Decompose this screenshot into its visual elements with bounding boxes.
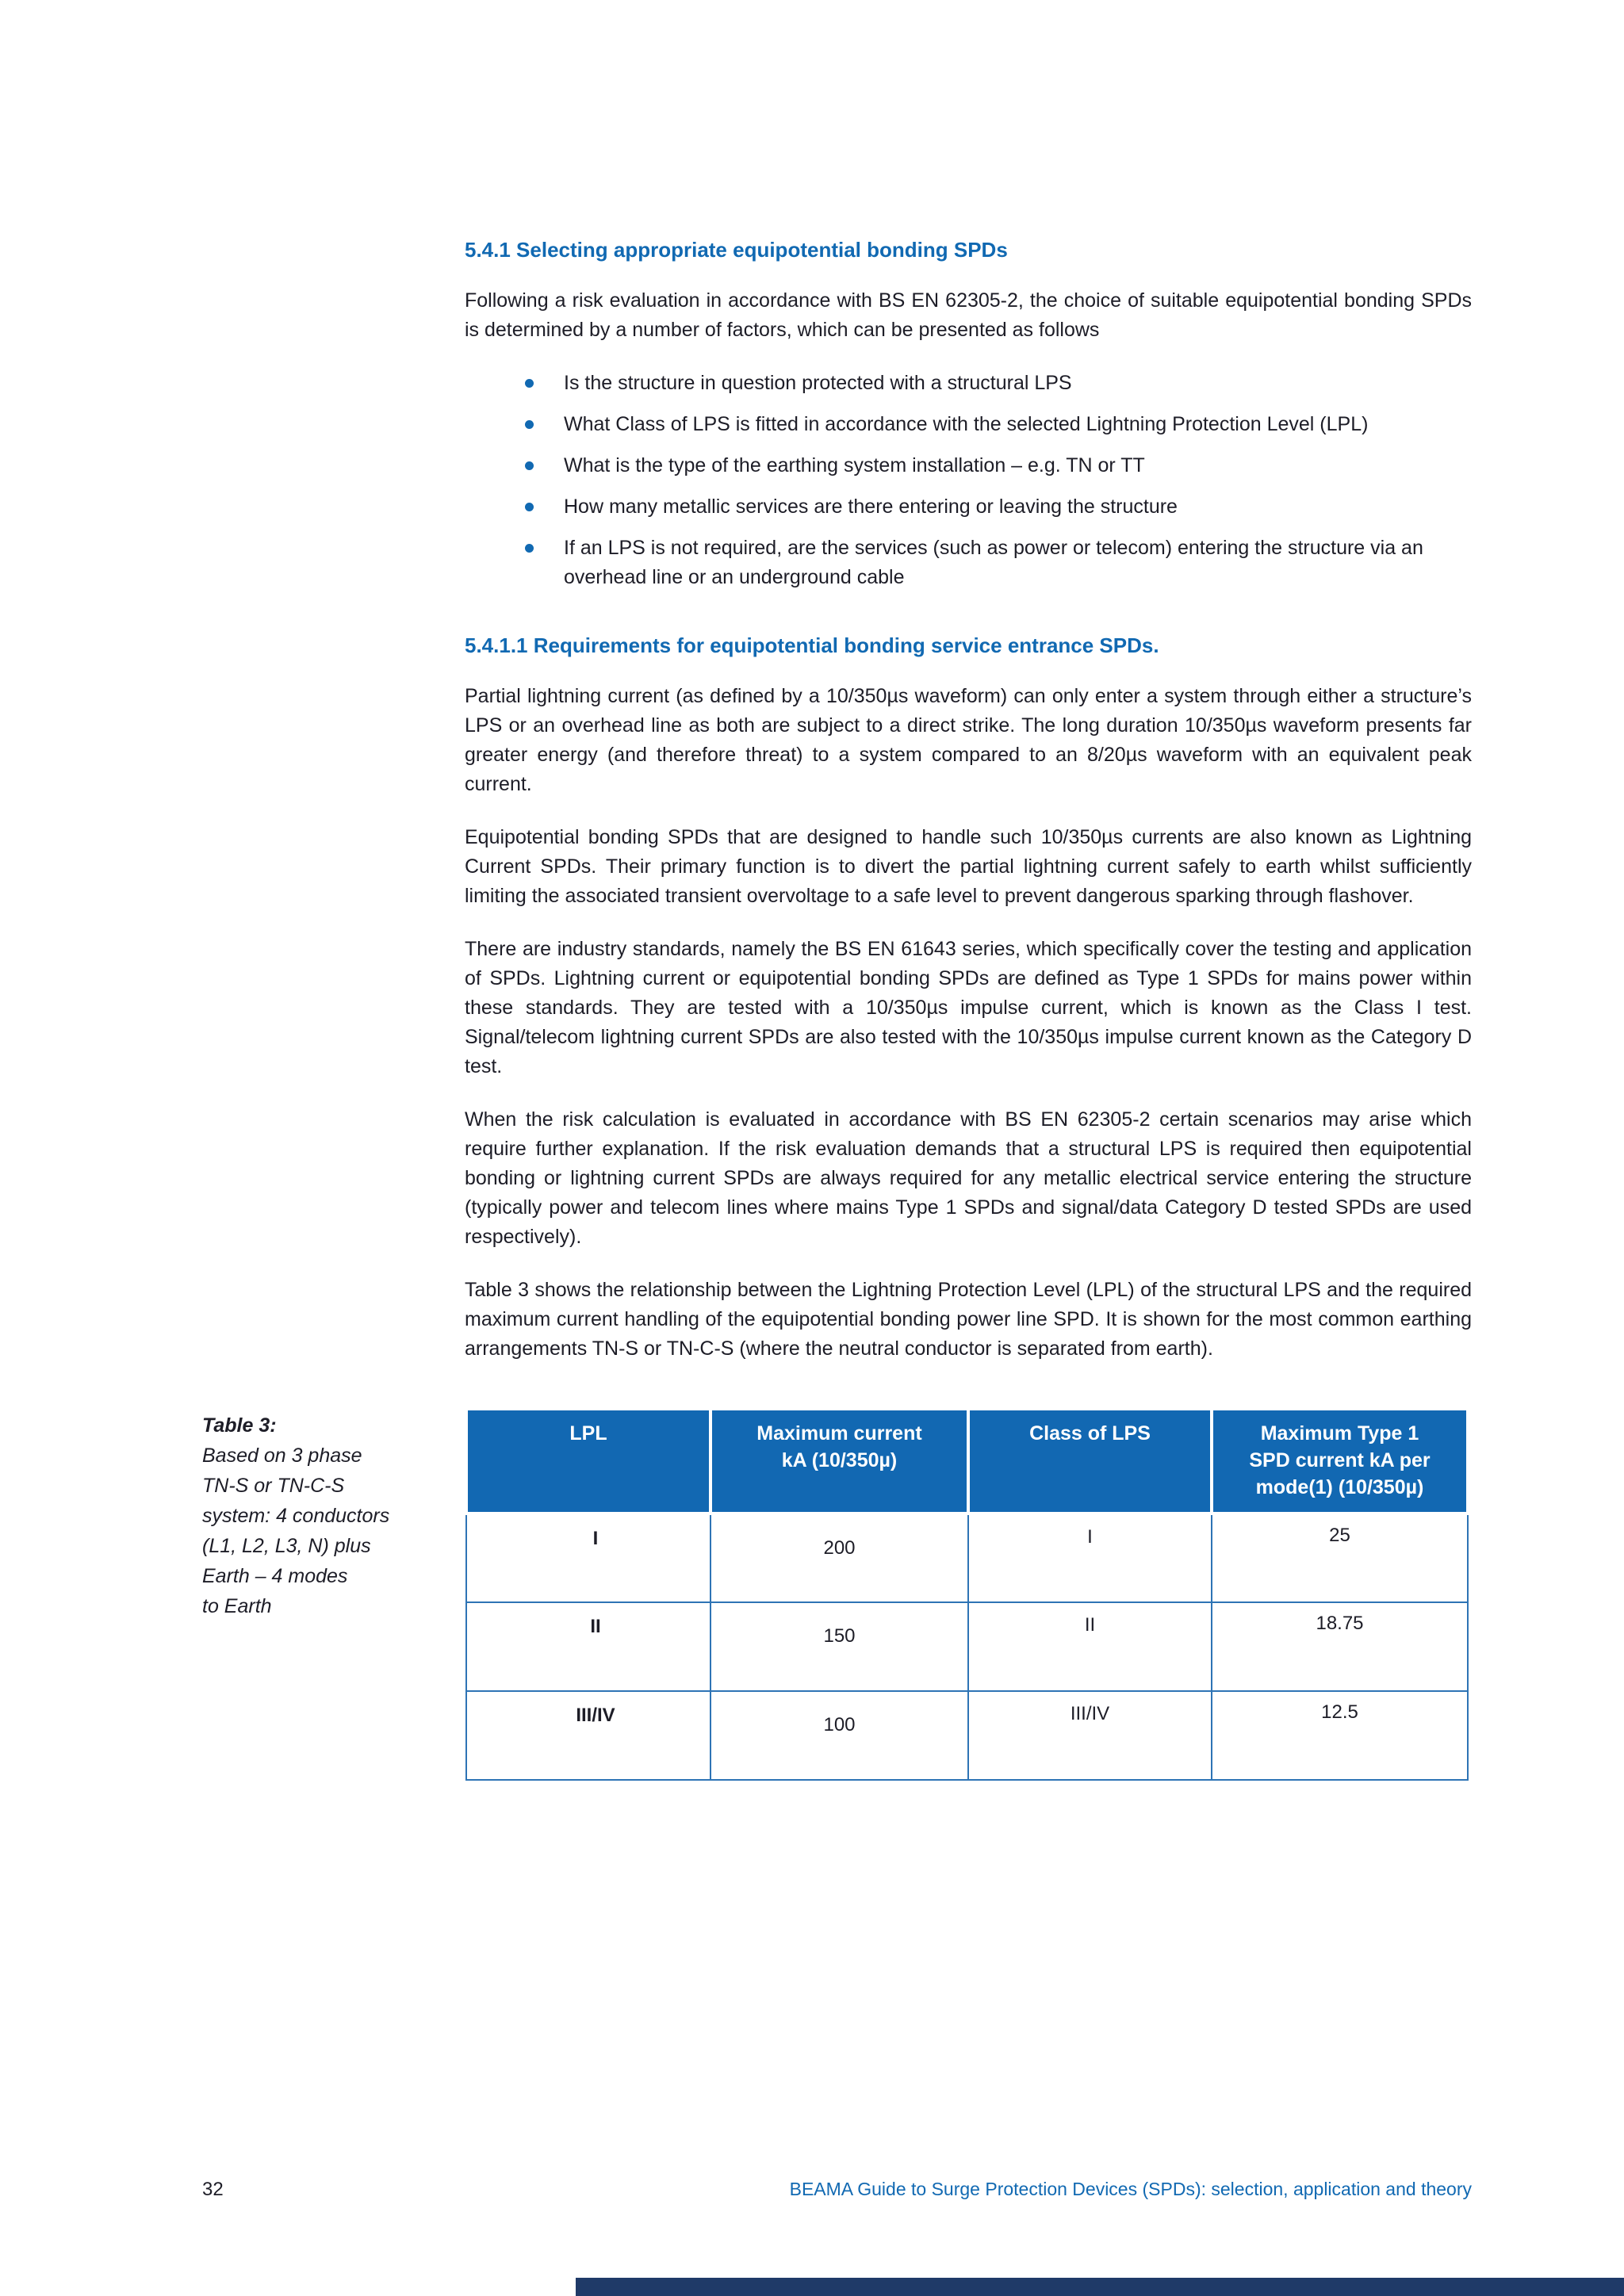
- table-caption-title: Table 3:: [202, 1414, 277, 1437]
- bullet-text: How many metallic services are there entering or leaving the structure: [564, 496, 1178, 518]
- table-caption-line: Earth – 4 modes: [202, 1565, 348, 1587]
- bullet-text: What Class of LPS is fitted in accordance with the selected Lightning Protection Level (LPL): [564, 413, 1369, 435]
- paragraph: When the risk calculation is evaluated in accordance with BS EN 62305-2 certain scenarios may arise which require further explanation. If the risk evaluation demands that a structural LPS is required then equipotential bonding or lightning current SPDs are always required for any metallic electrical service entering the structure (typically power and telecom lines where mains Type 1 SPDs and signal/data Category D tested SPDs are used respectively).: [465, 1108, 1472, 1248]
- bullet-text: What is the type of the earthing system installation – e.g. TN or TT: [564, 454, 1145, 476]
- table-caption: [202, 1407, 465, 1621]
- bullet-item: [465, 534, 1472, 592]
- table-row: [466, 1602, 1468, 1691]
- bullet-icon: [525, 503, 534, 511]
- bullet-list: [465, 369, 1472, 592]
- bullet-item: [465, 492, 1472, 522]
- paragraph: Table 3 shows the relationship between the Lightning Protection Level (LPL) of the structural LPS and the required maximum current handling of the equipotential bonding power line SPD. It is shown for the most common earthing arrangements TN-S or TN-C-S (where the neutral conductor is separated from earth).: [465, 1279, 1472, 1360]
- body-paragraphs: [202, 682, 1472, 1364]
- table-cell-max-current: 150: [710, 1602, 968, 1691]
- table-cell-spd-current: 18.75: [1212, 1602, 1468, 1691]
- table-header-row: [466, 1409, 1468, 1513]
- bullet-icon: [525, 379, 534, 388]
- bullet-text: If an LPS is not required, are the services (such as power or telecom) entering the structure via an overhead line or an underground cable: [564, 537, 1423, 588]
- table-cell-lpl: I: [466, 1513, 710, 1602]
- subsection-heading: 5.4.1.1 Requirements for equipotential bonding service entrance SPDs.: [465, 633, 1159, 657]
- table-cell-class: II: [968, 1602, 1212, 1691]
- content-column: [202, 238, 1472, 1781]
- bullet-icon: [525, 420, 534, 429]
- table-cell-spd-current: 12.5: [1212, 1691, 1468, 1780]
- table-row: [466, 1513, 1468, 1602]
- page-footer: [202, 2179, 1472, 2201]
- bullet-icon: [525, 461, 534, 470]
- paragraph: Partial lightning current (as defined by a 10/350µs waveform) can only enter a system through either a structure’s LPS or an overhead line as both are subject to a direct strike. The long duration 10/350µs waveform presents far greater energy (and therefore threat) to a system compared to an 8/20µs waveform with an equivalent peak current.: [465, 685, 1472, 795]
- section-heading: 5.4.1 Selecting appropriate equipotential bonding SPDs: [465, 238, 1008, 262]
- table-header-cell: Class of LPS: [968, 1409, 1212, 1513]
- table-header-cell: Maximum Type 1 SPD current kA per mode(1) (10/350µ): [1212, 1409, 1468, 1513]
- table-cell-class: I: [968, 1513, 1212, 1602]
- table-cell-max-current: 100: [710, 1691, 968, 1780]
- table-cell-max-current: 200: [710, 1513, 968, 1602]
- table-cell-lpl: II: [466, 1602, 710, 1691]
- bullet-item: [465, 369, 1472, 398]
- lpl-table: [465, 1407, 1469, 1781]
- footer-text: BEAMA Guide to Surge Protection Devices (SPDs): selection, application and theory: [789, 2179, 1472, 2199]
- table-cell-class: III/IV: [968, 1691, 1212, 1780]
- intro-paragraph: Following a risk evaluation in accordance with BS EN 62305-2, the choice of suitable equipotential bonding SPDs is determined by a number of factors, which can be presented as follows: [465, 289, 1472, 341]
- table-caption-lines: [202, 1441, 433, 1621]
- table-caption-line: to Earth: [202, 1595, 272, 1617]
- table-cell-lpl: III/IV: [466, 1691, 710, 1780]
- bullet-item: [465, 410, 1472, 439]
- table-caption-line: (L1, L2, L3, N) plus: [202, 1535, 371, 1557]
- bullet-text: Is the structure in question protected with a structural LPS: [564, 372, 1072, 394]
- table-row: [466, 1691, 1468, 1780]
- bullet-icon: [525, 544, 534, 553]
- table-body: [466, 1513, 1468, 1780]
- bottom-bar: [576, 2278, 1624, 2296]
- table-section: [202, 1407, 1472, 1781]
- table-header-cell: Maximum current kA (10/350µ): [710, 1409, 968, 1513]
- table-header-cell: LPL: [466, 1409, 710, 1513]
- table-cell-spd-current: 25: [1212, 1513, 1468, 1602]
- page-number: 32: [202, 2179, 224, 2200]
- table-caption-line: system: 4 conductors: [202, 1505, 390, 1527]
- paragraph: Equipotential bonding SPDs that are designed to handle such 10/350µs currents are also known as Lightning Current SPDs. Their primary function is to divert the partial lightning current safely to earth whilst sufficiently limiting the associated transient overvoltage to a safe level to prevent dangerous sparking through flashover.: [465, 826, 1472, 907]
- table-caption-line: Based on 3 phase: [202, 1445, 362, 1467]
- paragraph: There are industry standards, namely the BS EN 61643 series, which specifically cover the testing and application of SPDs. Lightning current or equipotential bonding SPDs are defined as Type 1 SPDs for mains power within these standards. They are tested with a 10/350µs impulse current, which is known as the Class I test. Signal/telecom lightning current SPDs are also tested with the 10/350µs impulse current known as the Category D test.: [465, 938, 1472, 1077]
- bullet-item: [465, 451, 1472, 480]
- table-caption-line: TN-S or TN-C-S: [202, 1475, 345, 1497]
